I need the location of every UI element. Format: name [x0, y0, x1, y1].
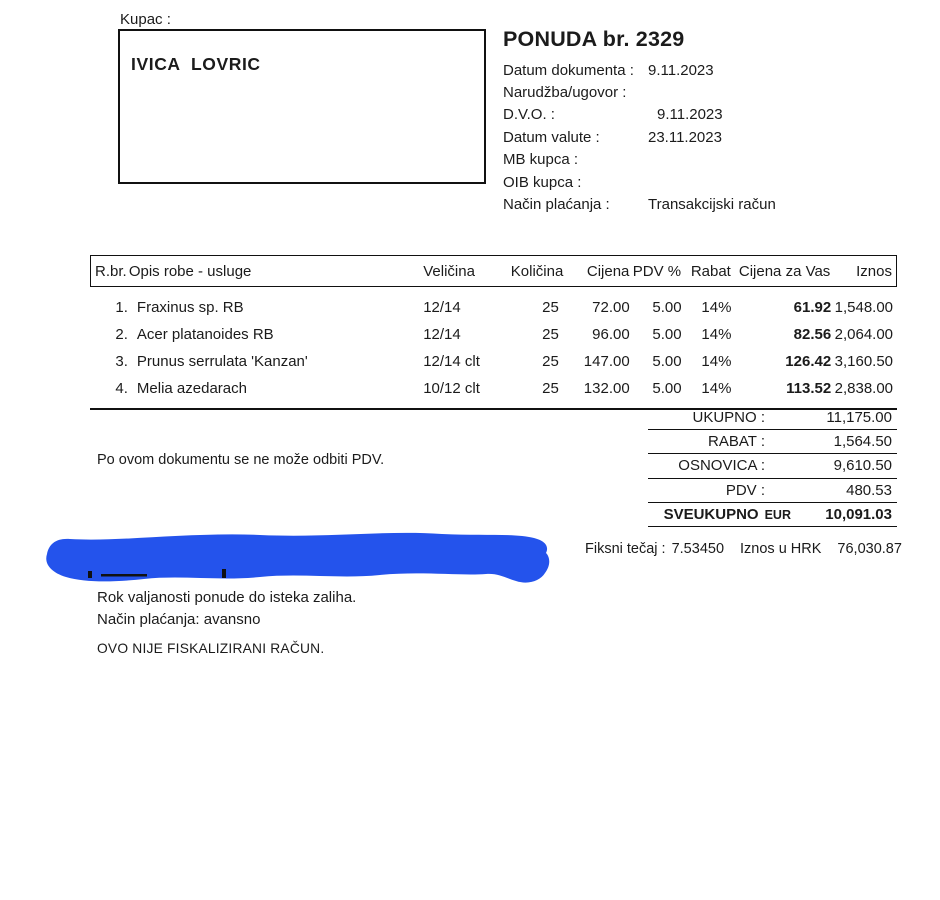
row-number: 2. — [115, 326, 128, 343]
total-row-pdv — [648, 479, 897, 503]
validity-note: Rok valjanosti ponude do isteka zaliha. — [97, 589, 357, 606]
redacted-text-fragment — [88, 571, 92, 578]
items-table — [90, 255, 897, 410]
row-description: Acer platanoides RB — [136, 326, 274, 343]
detail-label: D.V.O. : — [503, 106, 555, 124]
detail-value: 9.11.2023 — [657, 106, 723, 124]
total-label: PDV : — [725, 481, 765, 499]
row-amount: 2,064.00 — [834, 326, 894, 343]
row-price: 72.00 — [592, 299, 630, 316]
kupac-box — [118, 29, 486, 184]
total-label: UKUPNO : — [692, 409, 765, 427]
payment-note: Način plaćanja: avansno — [97, 611, 261, 628]
row-size: 12/14 — [423, 326, 461, 343]
exchange-rate-label: Fiksni tečaj : — [585, 541, 666, 557]
row-description: Fraxinus sp. RB — [136, 299, 244, 316]
redaction-scribble — [40, 527, 555, 591]
row-price-for-you: 113.52 — [786, 380, 832, 397]
table-row — [94, 348, 893, 375]
detail-value: 9.11.2023 — [648, 61, 714, 79]
detail-label: Datum valute : — [503, 128, 600, 146]
table-row — [94, 294, 893, 321]
row-discount: 14% — [701, 326, 732, 343]
header-pdv: PDV % — [632, 262, 682, 280]
header-rabat: Rabat — [690, 262, 731, 280]
header-opis: Opis robe - usluge — [128, 262, 252, 280]
total-row-osnovica — [648, 454, 897, 478]
row-price-for-you: 61.92 — [793, 299, 832, 316]
detail-row-nacin-placanja — [503, 193, 776, 215]
row-number: 3. — [115, 353, 128, 370]
kupac-name: IVICA LOVRIC — [131, 54, 261, 74]
currency-label: EUR — [764, 507, 791, 522]
row-discount: 14% — [701, 299, 732, 316]
row-quantity: 25 — [542, 326, 559, 343]
row-amount: 3,160.50 — [834, 353, 894, 370]
row-number: 4. — [115, 380, 128, 397]
total-row-ukupno — [648, 406, 897, 430]
header-rbr: R.br. — [95, 262, 127, 280]
detail-value: 23.11.2023 — [648, 128, 722, 146]
detail-row-oib-kupca — [503, 171, 776, 193]
row-discount: 14% — [701, 353, 732, 370]
row-number: 1. — [115, 299, 128, 316]
row-amount: 1,548.00 — [834, 299, 894, 316]
header-cijena-za-vas: Cijena za Vas — [738, 262, 831, 280]
total-value: 1,564.50 — [833, 433, 892, 451]
row-price-for-you: 126.42 — [785, 353, 832, 370]
detail-row-datum-dokumenta — [503, 59, 776, 81]
row-description: Melia azedarach — [136, 380, 247, 397]
total-value: 480.53 — [846, 481, 892, 499]
grand-total-text: SVEUKUPNO — [663, 505, 759, 523]
header-iznos: Iznos — [856, 262, 892, 280]
detail-value: Transakcijski račun — [648, 196, 776, 214]
detail-row-datum-valute — [503, 126, 776, 148]
row-quantity: 25 — [542, 353, 559, 370]
pdv-note: Po ovom dokumentu se ne može odbiti PDV. — [97, 452, 385, 468]
row-vat: 5.00 — [652, 353, 682, 370]
row-quantity: 25 — [542, 299, 559, 316]
detail-row-dvo — [503, 104, 776, 126]
detail-label: OIB kupca : — [503, 173, 582, 191]
row-vat: 5.00 — [652, 299, 682, 316]
row-size: 12/14 clt — [423, 353, 480, 370]
header-velicina: Veličina — [423, 262, 475, 280]
exchange-rate-value: 7.53450 — [671, 541, 725, 557]
row-discount: 14% — [701, 380, 732, 397]
row-quantity: 25 — [542, 380, 559, 397]
detail-label: MB kupca : — [503, 151, 579, 169]
document-title: PONUDA br. 2329 — [503, 27, 685, 51]
total-row-rabat — [648, 430, 897, 454]
redacted-text-fragment — [222, 569, 226, 578]
items-table-body — [90, 287, 897, 410]
header-cijena: Cijena — [586, 262, 630, 280]
row-vat: 5.00 — [652, 380, 682, 397]
detail-label: Datum dokumenta : — [503, 61, 634, 79]
total-label: OSNOVICA : — [678, 457, 765, 475]
row-vat: 5.00 — [652, 326, 682, 343]
row-size: 12/14 — [423, 299, 461, 316]
table-row — [94, 375, 893, 402]
row-amount: 2,838.00 — [834, 380, 894, 397]
kupac-label: Kupac : — [120, 11, 171, 28]
hrk-amount-label: Iznos u HRK — [740, 541, 822, 557]
fiscal-note: OVO NIJE FISKALIZIRANI RAČUN. — [97, 641, 325, 656]
redacted-text-fragment — [101, 574, 147, 577]
row-price-for-you: 82.56 — [793, 326, 832, 343]
grand-total-value: 10,091.03 — [825, 505, 892, 523]
row-price: 96.00 — [592, 326, 630, 343]
total-value: 11,175.00 — [826, 409, 892, 427]
items-table-header — [90, 255, 897, 287]
detail-row-mb-kupca — [503, 149, 776, 171]
row-description: Prunus serrulata 'Kanzan' — [136, 353, 308, 370]
detail-label: Narudžba/ugovor : — [503, 84, 627, 102]
row-size: 10/12 clt — [423, 380, 480, 397]
grand-total-label — [664, 506, 791, 523]
row-price: 132.00 — [583, 380, 630, 397]
header-kolicina: Količina — [510, 262, 564, 280]
totals-section — [648, 406, 897, 527]
total-row-sveukupno — [648, 503, 897, 527]
detail-label: Način plaćanja : — [503, 196, 610, 214]
hrk-amount-value: 76,030.87 — [837, 541, 902, 557]
total-value: 9,610.50 — [833, 457, 892, 475]
table-row — [94, 321, 893, 348]
exchange-rate-line — [585, 541, 902, 557]
row-price: 147.00 — [583, 353, 630, 370]
document-details — [503, 59, 776, 216]
detail-row-narudzba — [503, 81, 776, 103]
total-label: RABAT : — [708, 433, 765, 451]
